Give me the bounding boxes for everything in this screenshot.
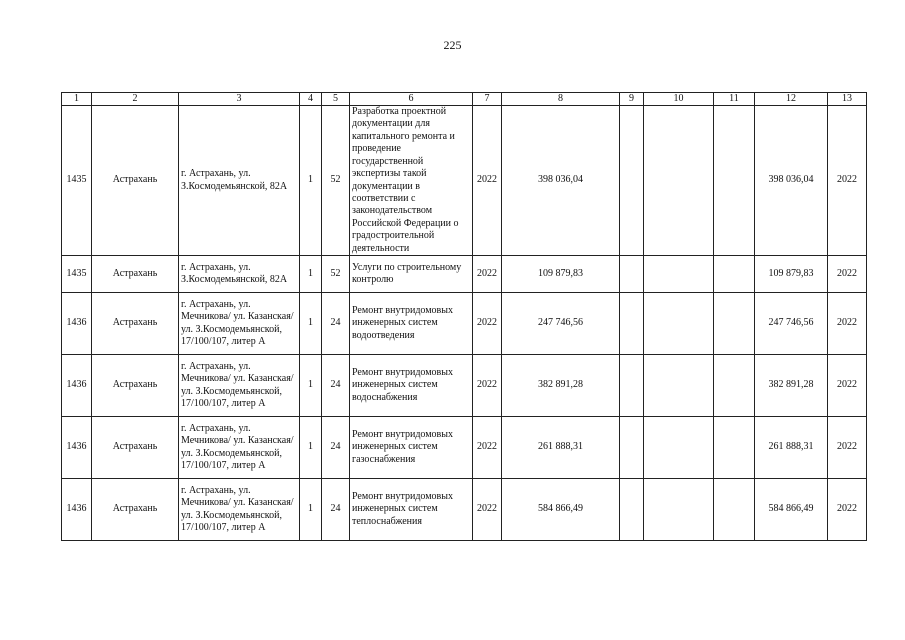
cell-col9 (620, 256, 644, 293)
cell-total: 247 746,56 (502, 293, 620, 355)
header-cell: 3 (179, 93, 300, 106)
cell-col12: 584 866,49 (755, 479, 828, 541)
cell-col4: 1 (300, 256, 322, 293)
cell-id: 1436 (62, 293, 92, 355)
header-cell: 9 (620, 93, 644, 106)
cell-year: 2022 (473, 106, 502, 256)
cell-work: Ремонт внутридомовых инженерных систем водоснабжения (350, 355, 473, 417)
header-cell: 7 (473, 93, 502, 106)
cell-col12: 261 888,31 (755, 417, 828, 479)
header-cell: 10 (644, 93, 714, 106)
cell-col11 (714, 355, 755, 417)
table-row (62, 106, 867, 256)
cell-col13: 2022 (828, 106, 867, 256)
header-cell: 13 (828, 93, 867, 106)
cell-col5: 24 (322, 293, 350, 355)
cell-address: г. Астрахань, ул. Мечникова/ ул. Казанская/ ул. З.Космодемьянской, 17/100/107, литер А (179, 293, 300, 355)
cell-address: г. Астрахань, ул. Мечникова/ ул. Казанская/ ул. З.Космодемьянской, 17/100/107, литер А (179, 479, 300, 541)
header-cell: 1 (62, 93, 92, 106)
cell-address: г. Астрахань, ул. Мечникова/ ул. Казанская/ ул. З.Космодемьянской, 17/100/107, литер А (179, 355, 300, 417)
cell-total: 584 866,49 (502, 479, 620, 541)
cell-col11 (714, 417, 755, 479)
cell-work: Ремонт внутридомовых инженерных систем газоснабжения (350, 417, 473, 479)
cell-col13: 2022 (828, 293, 867, 355)
cell-id: 1436 (62, 417, 92, 479)
header-cell: 5 (322, 93, 350, 106)
cell-col13: 2022 (828, 479, 867, 541)
header-cell: 11 (714, 93, 755, 106)
cell-col11 (714, 479, 755, 541)
cell-col5: 52 (322, 256, 350, 293)
cell-col13: 2022 (828, 417, 867, 479)
cell-col12: 109 879,83 (755, 256, 828, 293)
table-row (62, 293, 867, 355)
cell-col9 (620, 293, 644, 355)
cell-col5: 24 (322, 479, 350, 541)
cell-col5: 52 (322, 106, 350, 256)
cell-col10 (644, 293, 714, 355)
header-cell: 8 (502, 93, 620, 106)
header-row (62, 93, 867, 106)
cell-col12: 382 891,28 (755, 355, 828, 417)
cell-id: 1435 (62, 106, 92, 256)
header-cell: 4 (300, 93, 322, 106)
header-cell: 12 (755, 93, 828, 106)
cell-total: 382 891,28 (502, 355, 620, 417)
cell-total: 261 888,31 (502, 417, 620, 479)
table-row (62, 417, 867, 479)
cell-col13: 2022 (828, 355, 867, 417)
cell-year: 2022 (473, 256, 502, 293)
cell-col10 (644, 479, 714, 541)
table-row (62, 479, 867, 541)
cell-col10 (644, 106, 714, 256)
cell-col9 (620, 106, 644, 256)
table-row (62, 256, 867, 293)
cell-total: 398 036,04 (502, 106, 620, 256)
cell-col12: 398 036,04 (755, 106, 828, 256)
cell-address: г. Астрахань, ул. З.Космодемьянской, 82А (179, 256, 300, 293)
cell-city: Астрахань (92, 293, 179, 355)
table-row (62, 355, 867, 417)
cell-col11 (714, 293, 755, 355)
cell-id: 1436 (62, 355, 92, 417)
cell-col13: 2022 (828, 256, 867, 293)
cell-col4: 1 (300, 417, 322, 479)
cell-work: Ремонт внутридомовых инженерных систем теплоснабжения (350, 479, 473, 541)
cell-col10 (644, 355, 714, 417)
header-cell: 2 (92, 93, 179, 106)
cell-col11 (714, 106, 755, 256)
cell-id: 1435 (62, 256, 92, 293)
cell-work: Ремонт внутридомовых инженерных систем водоотведения (350, 293, 473, 355)
cell-address: г. Астрахань, ул. Мечникова/ ул. Казанская/ ул. З.Космодемьянской, 17/100/107, литер А (179, 417, 300, 479)
registry-table (61, 92, 867, 541)
cell-col9 (620, 479, 644, 541)
cell-col5: 24 (322, 355, 350, 417)
cell-col10 (644, 417, 714, 479)
cell-col4: 1 (300, 106, 322, 256)
cell-work: Разработка проектной документации для капитального ремонта и проведение государственной экспертизы такой документации в соответствии с законодательством Российской Федерации о градостроительной деятельности (350, 106, 473, 256)
cell-col9 (620, 417, 644, 479)
cell-col5: 24 (322, 417, 350, 479)
cell-col10 (644, 256, 714, 293)
cell-total: 109 879,83 (502, 256, 620, 293)
cell-col12: 247 746,56 (755, 293, 828, 355)
cell-year: 2022 (473, 417, 502, 479)
cell-work: Услуги по строительному контролю (350, 256, 473, 293)
cell-col4: 1 (300, 479, 322, 541)
page-number: 225 (443, 38, 462, 52)
cell-col11 (714, 256, 755, 293)
cell-col4: 1 (300, 355, 322, 417)
cell-id: 1436 (62, 479, 92, 541)
cell-city: Астрахань (92, 355, 179, 417)
header-cell: 6 (350, 93, 473, 106)
cell-year: 2022 (473, 293, 502, 355)
cell-city: Астрахань (92, 256, 179, 293)
cell-address: г. Астрахань, ул. З.Космодемьянской, 82А (179, 106, 300, 256)
cell-city: Астрахань (92, 479, 179, 541)
cell-city: Астрахань (92, 106, 179, 256)
cell-year: 2022 (473, 479, 502, 541)
cell-city: Астрахань (92, 417, 179, 479)
cell-year: 2022 (473, 355, 502, 417)
cell-col9 (620, 355, 644, 417)
cell-col4: 1 (300, 293, 322, 355)
